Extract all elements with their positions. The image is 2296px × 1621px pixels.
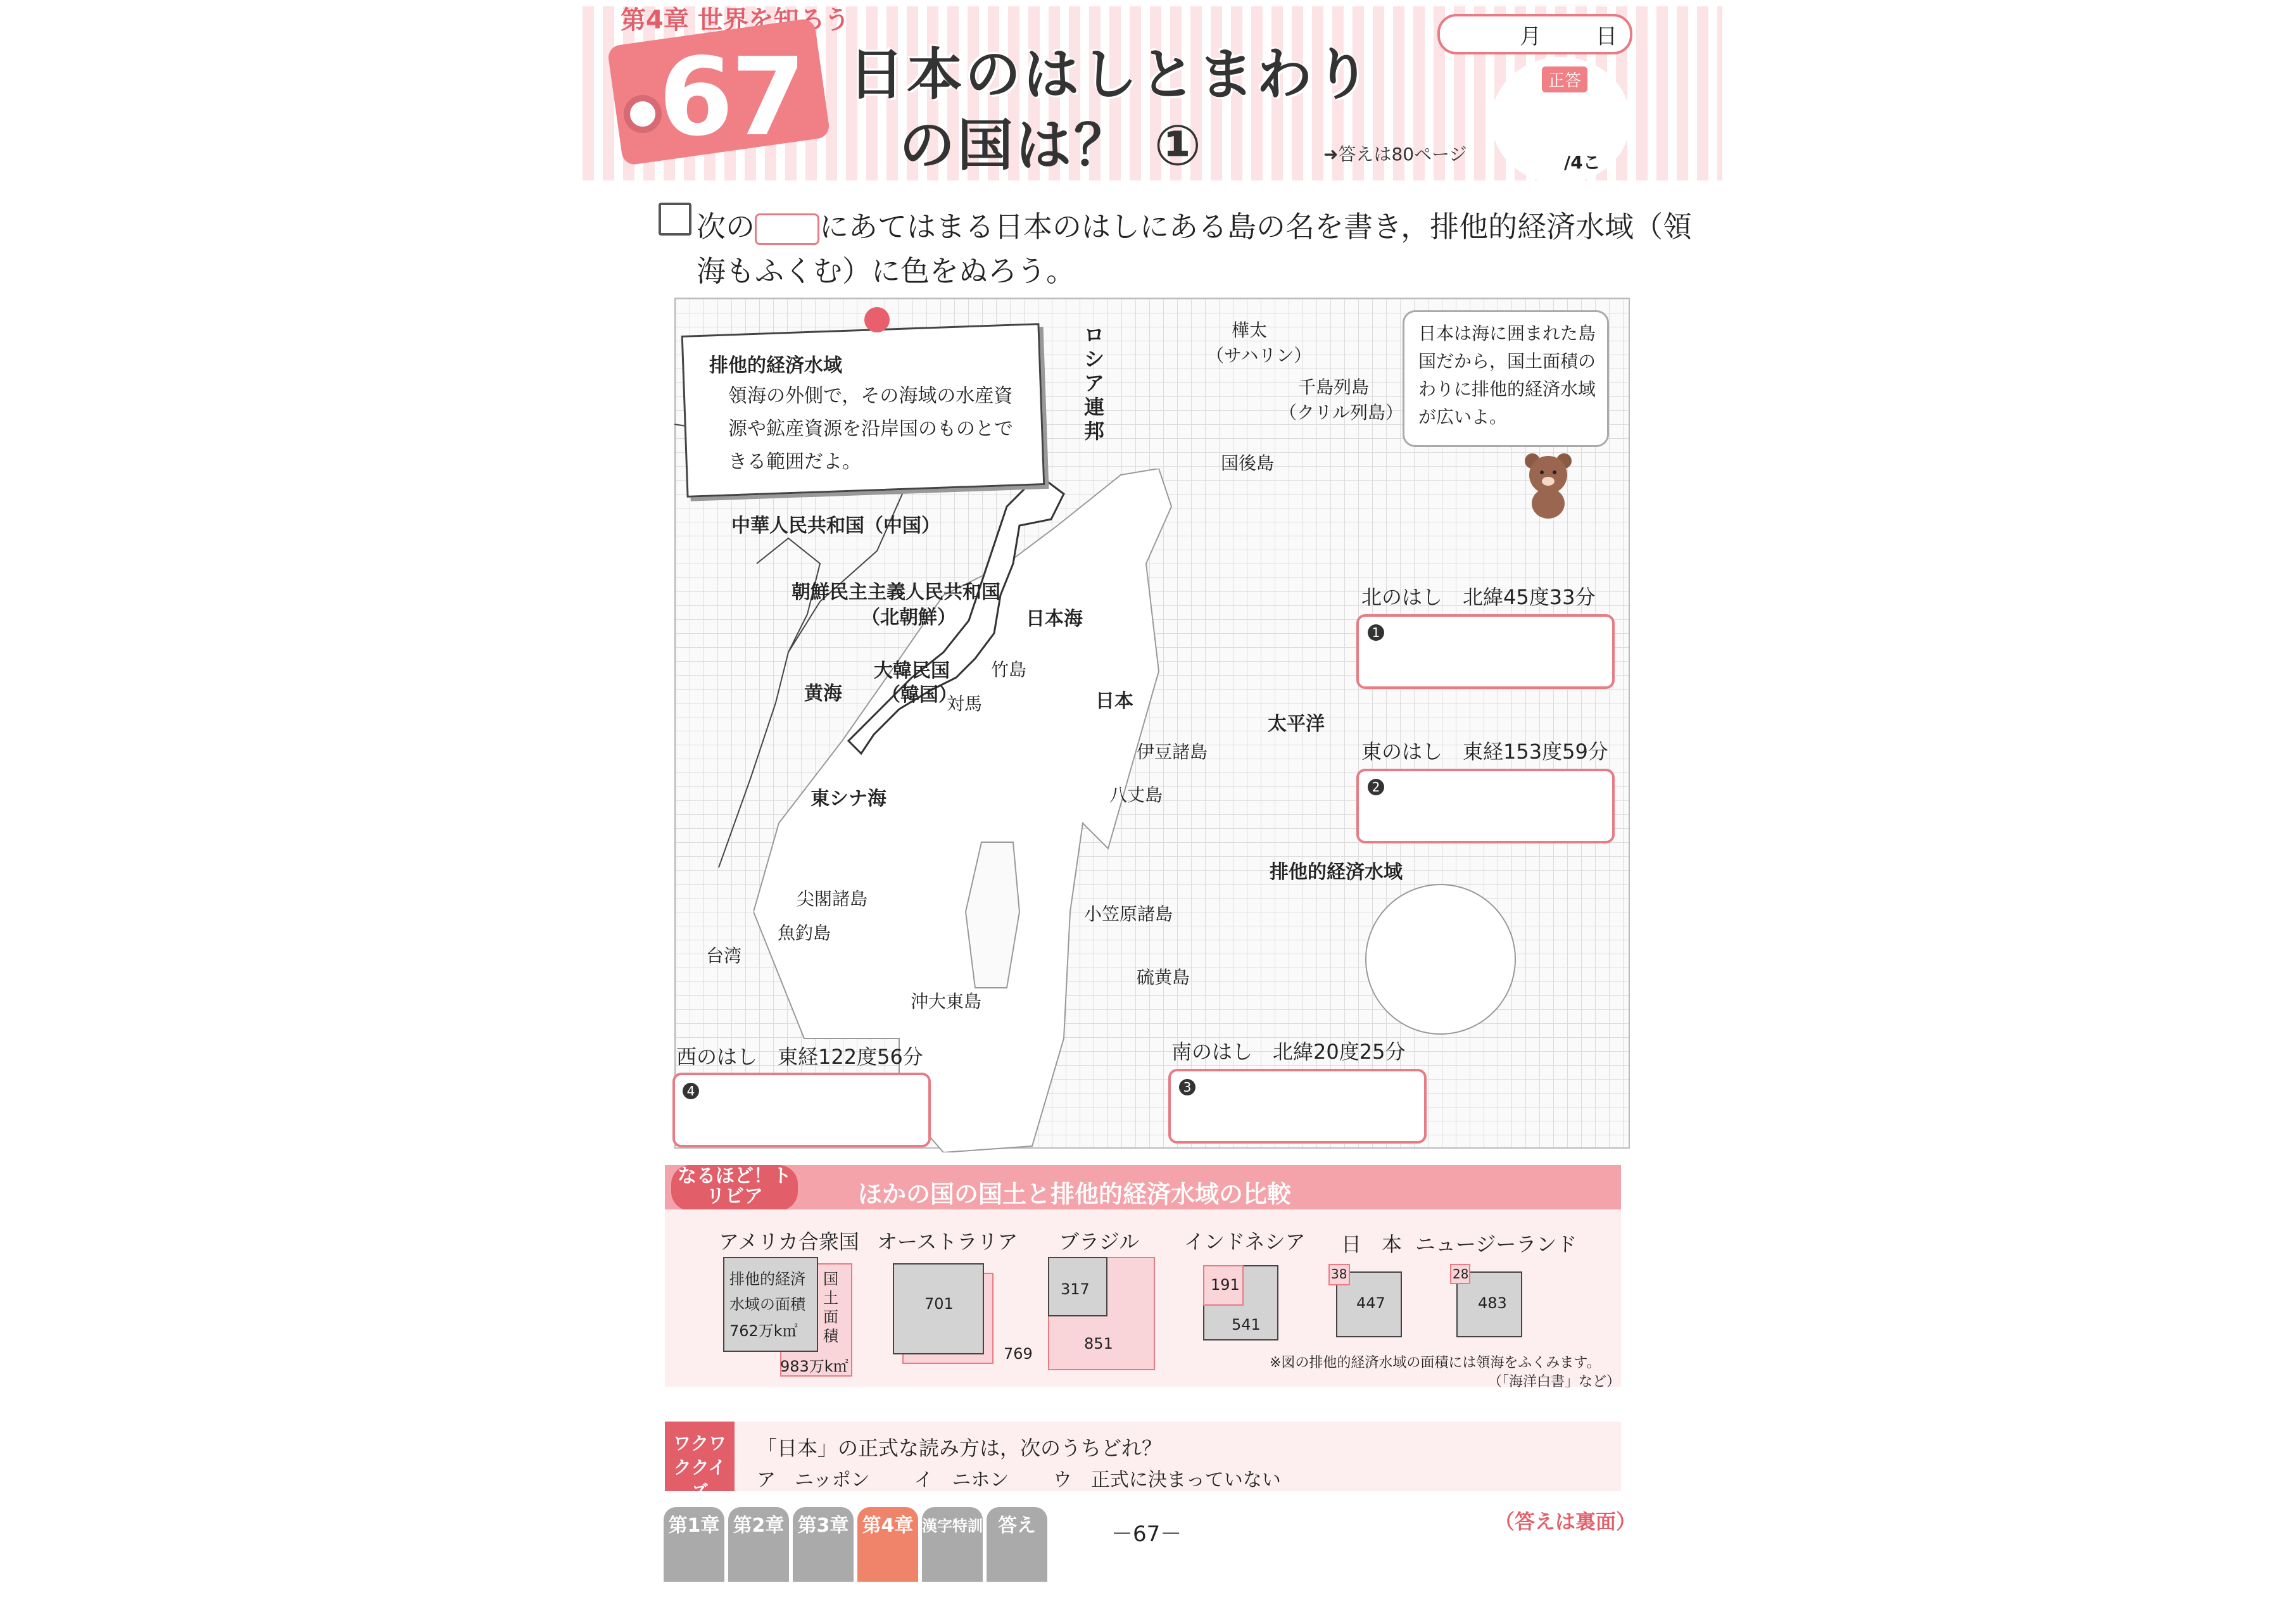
label-sea-of-japan: 日本海: [1026, 608, 1083, 630]
score-total: /4こ: [1564, 152, 1601, 173]
brazil-land-value: 851: [1084, 1335, 1113, 1353]
tab-chapter-2[interactable]: 第2章: [728, 1507, 789, 1582]
label-sakhalin: （サハリン）: [1206, 345, 1312, 366]
instruction-text-b: にあてはまる日本のはしにある島の名を書き，排他的経済水域（領: [819, 210, 1693, 244]
label-taiwan: 台湾: [706, 945, 742, 966]
lesson-number: 67: [659, 35, 804, 160]
south-end-number: 3: [1179, 1079, 1195, 1095]
page-title-line2: の国は？ ①: [899, 113, 1204, 178]
label-korea-en: （韓国）: [881, 684, 957, 706]
usa-land-caption: 国土面積: [823, 1270, 838, 1345]
usa-eez-caption: 排他的経済水域の面積: [729, 1270, 805, 1313]
north-end-number: 1: [1368, 624, 1384, 641]
nz-land-value: 28: [1453, 1266, 1469, 1282]
label-japan: 日本: [1095, 690, 1133, 712]
tag-ring-icon: [624, 95, 662, 133]
label-uotsuri: 魚釣島: [778, 923, 831, 943]
australia-land-value: 769: [1004, 1345, 1033, 1363]
west-end-label: 西のはし 東経122度56分: [676, 1045, 923, 1069]
australia-eez-value: 701: [924, 1295, 954, 1313]
south-end-answer-box[interactable]: [1168, 1069, 1427, 1144]
nz-eez-value: 483: [1478, 1294, 1507, 1312]
label-izu: 伊豆諸島: [1137, 741, 1208, 762]
japan-eez-value: 447: [1356, 1294, 1385, 1312]
east-end-label: 東のはし 東経153度59分: [1361, 740, 1608, 764]
trivia-source: （「海洋白書」など）: [1488, 1374, 1621, 1390]
country-usa: アメリカ合衆国: [719, 1230, 859, 1254]
instruction-text-a: 次の: [697, 210, 755, 244]
date-month-label: 月: [1520, 24, 1541, 49]
page-title-line1: 日本のはしとまわり: [848, 42, 1373, 107]
label-chishima: 千島列島: [1298, 377, 1370, 398]
label-russia: ロシア連邦: [1084, 323, 1105, 443]
label-kuril: （クリル列島）: [1279, 402, 1404, 423]
tab-chapter-4[interactable]: 第4章: [857, 1507, 918, 1582]
quiz-option-c[interactable]: ウ 正式に決まっていない: [1052, 1469, 1281, 1491]
country-new-zealand: ニュージーランド: [1415, 1232, 1577, 1256]
label-north-korea: 朝鮮民主主義人民共和国: [792, 581, 1000, 603]
country-japan: 日 本: [1341, 1232, 1403, 1256]
trivia-title: ほかの国の国土と排他的経済水域の比較: [858, 1180, 1292, 1208]
label-ogasawara: 小笠原諸島: [1084, 904, 1173, 924]
country-australia: オーストラリア: [877, 1230, 1018, 1254]
instruction-line1: [697, 204, 1692, 246]
tab-chapter-1[interactable]: 第1章: [664, 1507, 724, 1582]
label-hachijo: 八丈島: [1109, 785, 1163, 805]
pushpin-icon: [864, 307, 890, 332]
west-end-answer-box[interactable]: [672, 1073, 931, 1147]
quiz-badge: ワクワククイズ: [665, 1422, 735, 1491]
north-end-label: 北のはし 北緯45度33分: [1361, 585, 1596, 609]
label-tsushima: 対馬: [947, 693, 983, 714]
label-kunashiri: 国後島: [1221, 453, 1275, 474]
label-senkaku: 尖閣諸島: [797, 888, 868, 909]
east-end-answer-box[interactable]: [1356, 769, 1615, 843]
bear-speech-text: 日本は海に囲まれた島国だから，国土面積のわりに排他的経済水域が広いよ。: [1418, 323, 1596, 427]
answer-back-note: （答えは裏面）: [1494, 1510, 1637, 1534]
label-eez: 排他的経済水域: [1270, 861, 1403, 883]
label-east-china-sea: 東シナ海: [811, 788, 886, 810]
north-end-answer-box[interactable]: [1356, 614, 1615, 689]
label-karafuto: 樺太: [1232, 320, 1268, 341]
blank-box-sample: [755, 213, 819, 245]
score-badge: 正答: [1542, 66, 1587, 92]
quiz-option-b[interactable]: イ ニホン: [914, 1469, 1009, 1491]
label-okidaito: 沖大東島: [911, 991, 982, 1012]
label-yellow-sea: 黄海: [804, 683, 842, 705]
quiz-option-a[interactable]: ア ニッポン: [757, 1469, 870, 1491]
note-body: 領海の外側で，その海域の水産資源や鉱産資源を沿岸国のものとできる範囲だよ。: [728, 385, 1013, 473]
usa-eez-value: 762万k㎡: [729, 1322, 798, 1340]
east-end-number: 2: [1368, 779, 1384, 795]
label-iwo: 硫黄島: [1137, 967, 1190, 988]
bear-icon: [1520, 450, 1577, 519]
label-north-korea-en: （北朝鮮）: [861, 607, 956, 629]
label-china: 中華人民共和国（中国）: [731, 515, 940, 537]
quiz-options: [757, 1464, 1319, 1492]
country-brazil: ブラジル: [1059, 1230, 1140, 1254]
chapter-label: 第4章 世界を知ろう: [621, 6, 850, 35]
page-number: －67－: [1111, 1522, 1182, 1547]
country-indonesia: インドネシア: [1184, 1230, 1306, 1254]
usa-land-value: 983万k㎡: [780, 1358, 848, 1375]
japan-land-value: 38: [1331, 1266, 1347, 1282]
indonesia-land-value: 191: [1211, 1276, 1240, 1294]
instruction-line2: 海もふくむ）に色をぬろう。: [697, 254, 1075, 288]
west-end-number: 4: [683, 1083, 699, 1099]
indonesia-eez-value: 541: [1232, 1316, 1261, 1334]
trivia-badge: なるほど！トリビア: [671, 1165, 798, 1211]
pencil-icon: [659, 203, 691, 236]
tab-kanji[interactable]: 漢字特訓: [922, 1507, 983, 1582]
date-day-label: 日: [1596, 24, 1617, 49]
label-korea: 大韓民国: [874, 660, 950, 682]
eez-circle-iwo[interactable]: [1361, 880, 1520, 1038]
quiz-question: 「日本」の正式な読み方は，次のうちどれ？: [757, 1436, 1163, 1460]
trivia-footnote: ※図の排他的経済水域の面積には領海をふくみます。: [1270, 1355, 1601, 1371]
tab-answers[interactable]: 答え: [987, 1507, 1047, 1582]
tab-chapter-3[interactable]: 第3章: [793, 1507, 854, 1582]
brazil-eez-value: 317: [1061, 1280, 1090, 1298]
label-takeshima: 竹島: [991, 659, 1027, 680]
answer-reference: ➜答えは80ページ: [1323, 144, 1467, 165]
label-pacific: 太平洋: [1268, 713, 1325, 735]
south-end-label: 南のはし 北緯20度25分: [1171, 1040, 1406, 1064]
note-title: 排他的経済水域: [709, 355, 842, 377]
